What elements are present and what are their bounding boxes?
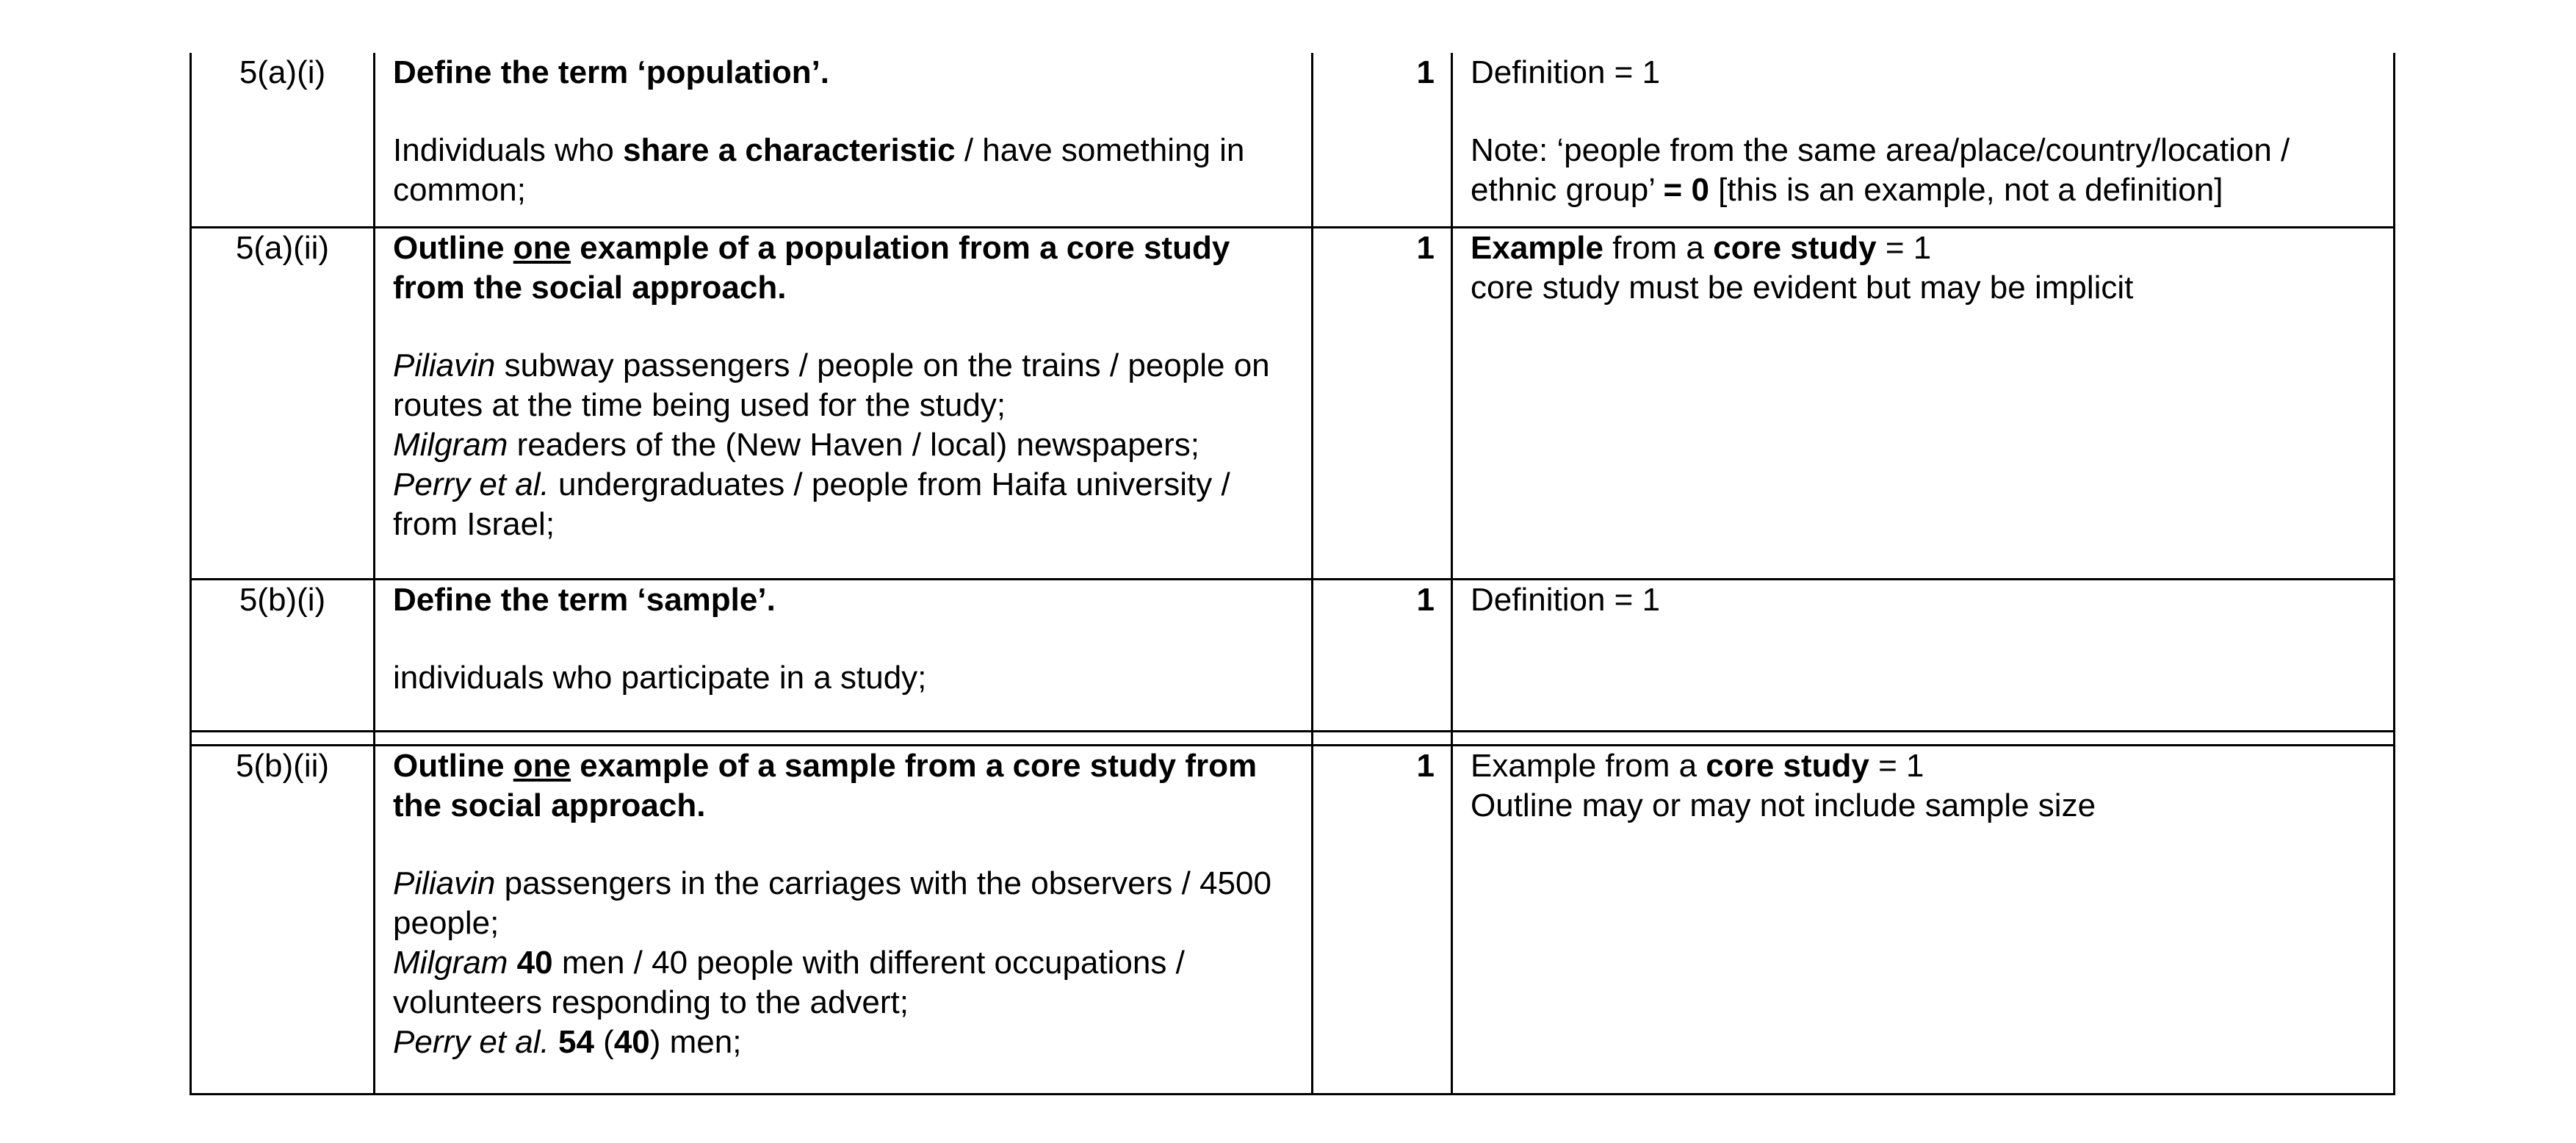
answer-item: Perry et al. 54 (40) men; bbox=[393, 1024, 742, 1060]
guidance-cell bbox=[1452, 228, 2395, 580]
question-text: Outline one example of a sample from a core study from the social approach. bbox=[393, 748, 1258, 823]
answer-list bbox=[393, 864, 1294, 1062]
marks: 1 bbox=[1313, 580, 1452, 732]
answer-cell bbox=[375, 580, 1313, 732]
question-text: Outline one example of a population from a core study from the social approach. bbox=[393, 230, 1230, 306]
mark-scheme-table bbox=[190, 53, 2395, 1095]
answer-item: Perry et al. undergraduates / people from Haifa university / from Israel; bbox=[393, 466, 1230, 542]
guidance-cell bbox=[1452, 746, 2395, 1095]
answer-cell bbox=[375, 53, 1313, 228]
answer-list bbox=[393, 346, 1294, 544]
answer-text: Individuals who share a characteristic / have something in common; bbox=[393, 132, 1245, 208]
answer-item: Milgram readers of the (New Haven / local) newspapers; bbox=[393, 427, 1200, 463]
guidance-cell bbox=[1452, 53, 2395, 228]
answer-item: Piliavin passengers in the carriages with the observers / 4500 people; bbox=[393, 865, 1271, 941]
answer-cell bbox=[375, 746, 1313, 1095]
question-text: Define the term ‘sample’. bbox=[393, 582, 776, 618]
guidance-line: Example from a core study = 1 bbox=[1471, 748, 1924, 784]
marks: 1 bbox=[1313, 53, 1452, 228]
table-row bbox=[191, 228, 2395, 580]
guidance-line: Definition = 1 bbox=[1471, 54, 1661, 90]
question-number: 5(b)(ii) bbox=[191, 746, 375, 1095]
question-number: 5(b)(i) bbox=[191, 580, 375, 732]
guidance-line: Example from a core study = 1 bbox=[1471, 230, 1932, 266]
marks: 1 bbox=[1313, 228, 1452, 580]
answer-text: individuals who participate in a study; bbox=[393, 660, 927, 696]
answer-item: Piliavin subway passengers / people on the trains / people on routes at the time being used for the study; bbox=[393, 347, 1270, 423]
answer-item: Milgram 40 men / 40 people with different occupations / volunteers responding to the advert; bbox=[393, 945, 1185, 1020]
guidance-cell bbox=[1452, 580, 2395, 732]
table-row bbox=[191, 53, 2395, 228]
table-row bbox=[191, 580, 2395, 732]
guidance-line: Outline may or may not include sample size bbox=[1471, 787, 2096, 823]
marks: 1 bbox=[1313, 746, 1452, 1095]
table-row bbox=[191, 746, 2395, 1095]
guidance-note: Note: ‘people from the same area/place/country/location / ethnic group’ = 0 [this is an example, not a definition] bbox=[1471, 132, 2290, 208]
question-text: Define the term ‘population’. bbox=[393, 54, 830, 90]
table-divider bbox=[191, 732, 2395, 746]
guidance-line: core study must be evident but may be implicit bbox=[1471, 270, 2134, 306]
guidance-line: Definition = 1 bbox=[1471, 582, 1661, 618]
question-number: 5(a)(i) bbox=[191, 53, 375, 228]
question-number: 5(a)(ii) bbox=[191, 228, 375, 580]
answer-cell bbox=[375, 228, 1313, 580]
